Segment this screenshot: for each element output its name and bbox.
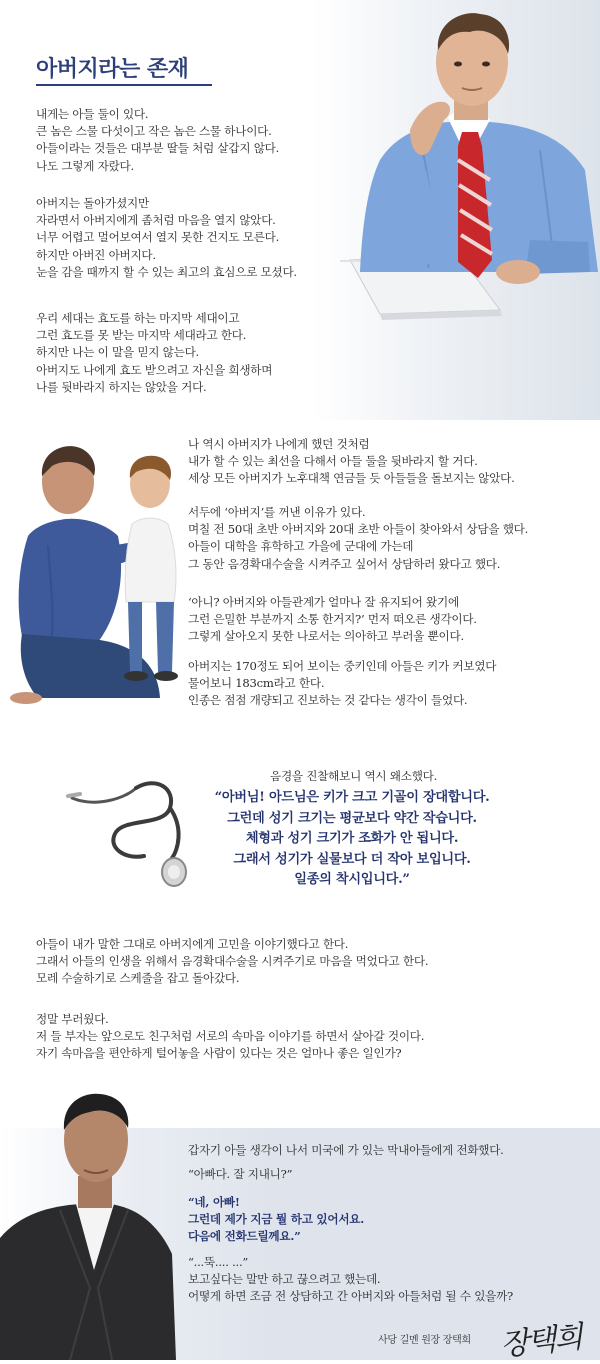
paragraph: 아들이 내가 말한 그대로 아버지에게 고민을 이야기했다고 한다. 그래서 아들의 인생을 위해서 음경확대수술을 시켜주기로 마음을 먹었다고 한다. 모레 수술하기로 스케줄을 잡고 돌아갔다. (36, 937, 429, 986)
doctor-quote: “아버님! 아드님은 키가 크고 기골이 장대합니다. 그런데 성기 크기는 평균보다 약간 작습니다. 체형과 성기 크기가 조화가 안 됩니다. 그래서 성기가 실물보다 더 작아 보입니다. 일종의 착시입니다.” (214, 790, 490, 887)
paragraph: 우리 세대는 효도를 하는 마지막 세대이고 그런 효도를 못 받는 마지막 세대라고 한다. 하지만 나는 이 말을 믿지 않는다. 아버지도 나에게 효도 받으려고 자신을 희생하며 나를 뒷바라지 하지는 않았을 거다. (36, 311, 273, 394)
paragraph: 아버지는 돌아가셨지만 자라면서 아버지에게 좀처럼 마음을 열지 않았다. 너무 어렵고 멀어보여서 열지 못한 건지도 모른다. 하지만 아버진 아버지다. 눈을 감을 때까지 할 수 있는 최고의 효심으로 모셨다. (36, 196, 297, 279)
paragraph: 나 역시 아버지가 나에게 했던 것처럼 내가 할 수 있는 최선을 다해서 아들 둘을 뒷바라지 할 거다. 세상 모든 아버지가 노후대책 연금들 듯 아들들을 돌보지는 않았다. (188, 437, 515, 486)
paragraph: 정말 부러웠다. 저 들 부자는 앞으로도 친구처럼 서로의 속마음 이야기를 하면서 살아갈 것이다. 자기 속마음을 편안하게 털어놓을 사람이 있다는 것은 얼마나 좋은 일인가? (36, 1012, 425, 1061)
paragraph: 아버지는 170정도 되어 보이는 중키인데 아들은 키가 커보였다 물어보니 183cm라고 한다. 인종은 점점 개량되고 진보하는 것 같다는 생각이 들었다. (188, 659, 497, 708)
father-son-photo (8, 436, 188, 712)
paragraph: “...뚝.... ...” 보고싶다는 말만 하고 끊으려고 했는데. 어떻게 하면 조금 전 상담하고 간 아버지와 아들처럼 될 수 있을까? (188, 1255, 514, 1304)
page-title: 아버지라는 존재 (36, 57, 189, 82)
author-photo (0, 1078, 176, 1360)
son-reply-quote: “네, 아빠! 그런데 제가 지금 뭘 하고 있어서요. 다음에 전화드릴께요.” (188, 1195, 365, 1244)
stethoscope-image (66, 768, 200, 892)
signature-caption: 사당 길멘 원장 장택희 (378, 1335, 471, 1346)
paragraph: 내게는 아들 둘이 있다. 큰 놈은 스물 다섯이고 작은 놈은 스물 하나이다. 아들이라는 것들은 대부분 딸들 처럼 살갑지 않다. 나도 그렇게 자랐다. (36, 107, 280, 173)
signature-script: 장택희 (498, 1319, 583, 1364)
businessman-photo (340, 10, 600, 322)
paragraph: “아빠다. 잘 지내니?” (188, 1167, 293, 1181)
paragraph: 서두에 ‘아버지’를 꺼낸 이유가 있다. 며칠 전 50대 초반 아버지와 20대 초반 아들이 찾아와서 상담을 했다. 아들이 대학을 휴학하고 가을에 군대에 가는데 그 동안 음경확대수술을 시켜주고 싶어서 상담하러 왔다고 했다. (188, 505, 529, 571)
paragraph: 음경을 진찰해보니 역시 왜소했다. (270, 769, 438, 783)
title-underline (36, 84, 212, 86)
paragraph: 갑자기 아들 생각이 나서 미국에 가 있는 막내아들에게 전화했다. (188, 1143, 504, 1157)
paragraph: ‘아니? 아버지와 아들관계가 얼마나 잘 유지되어 왔기에 그런 은밀한 부분까지 소통 한거지?’ 먼저 떠오른 생각이다. 그렇게 살아오지 못한 나로서는 의아하고 부러울 뿐이다. (188, 595, 477, 644)
